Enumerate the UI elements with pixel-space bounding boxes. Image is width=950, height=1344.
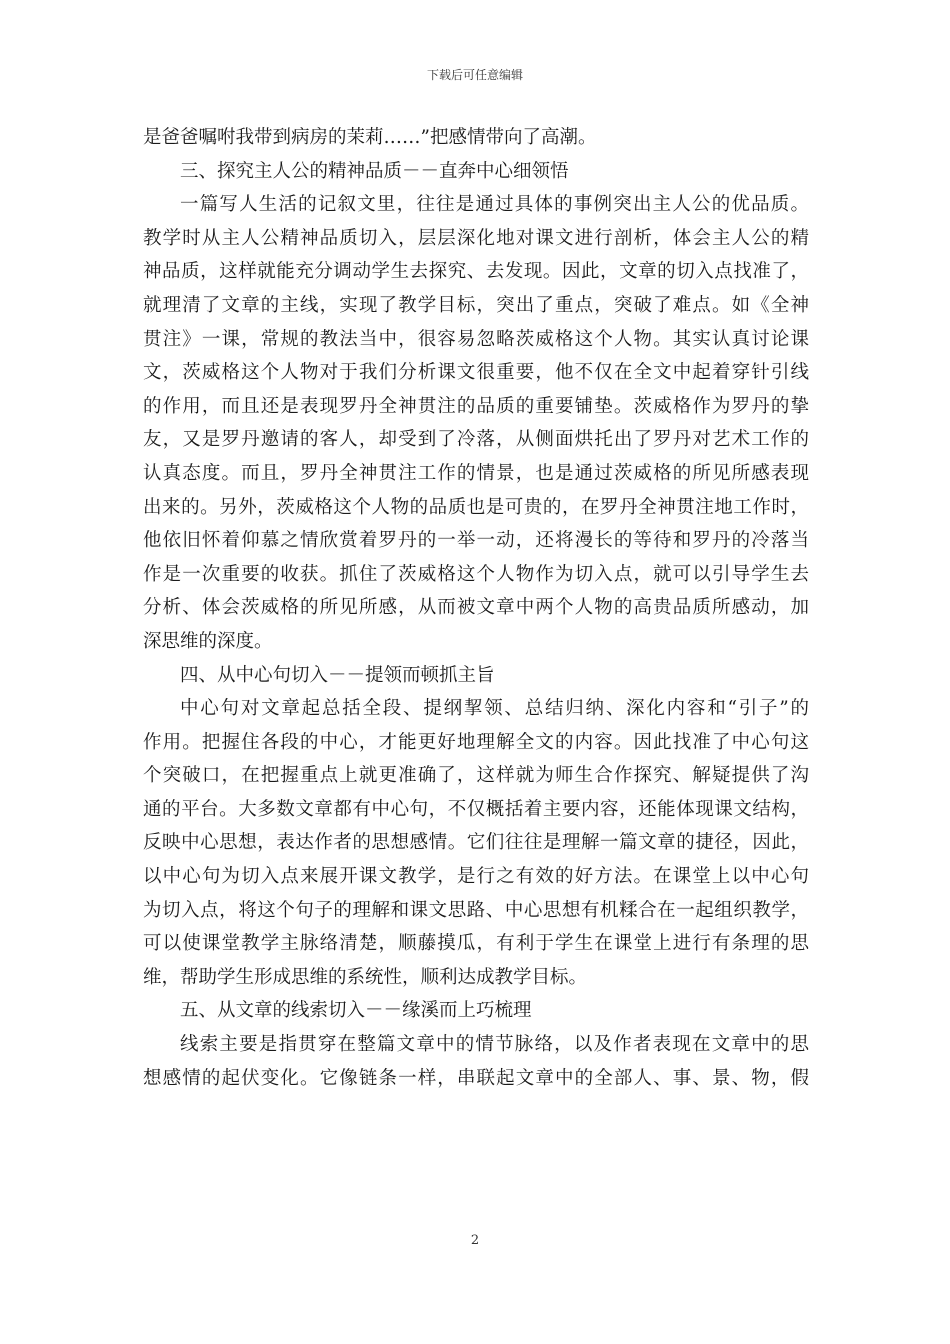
text-line: 五、从文章的线索切入－－缘溪而上巧梳理 bbox=[180, 1000, 532, 1022]
text-line: 反映中心思想，表达作者的思想感情。它们往往是理解一篇文章的捷径，因此， bbox=[143, 832, 809, 854]
text-line: 维，帮助学生形成思维的系统性，顺利达成教学目标。 bbox=[143, 966, 588, 988]
text-line: 为切入点，将这个句子的理解和课文思路、中心思想有机糅合在一起组织教学， bbox=[143, 899, 809, 921]
text-line: 想感情的起伏变化。它像链条一样，串联起文章中的全部人、事、景、物，假 bbox=[143, 1067, 809, 1089]
text-line: 的作用，而且还是表现罗丹全神贯注的品质的重要铺垫。茨威格作为罗丹的挚 bbox=[143, 395, 809, 417]
text-line: 贯注》一课，常规的教法当中，很容易忽略茨威格这个人物。其实认真讨论课 bbox=[143, 328, 809, 350]
document-body bbox=[143, 126, 809, 1100]
text-line: 作用。把握住各段的中心，才能更好地理解全文的内容。因此找准了中心句这 bbox=[143, 731, 809, 753]
text-line: 可以使课堂教学主脉络清楚，顺藤摸瓜，有利于学生在课堂上进行有条理的思 bbox=[143, 933, 809, 955]
text-line: 教学时从主人公精神品质切入，层层深化地对课文进行剖析，体会主人公的精 bbox=[143, 227, 809, 249]
page-header: 下载后可任意编辑 bbox=[426, 68, 523, 82]
text-line: 线索主要是指贯穿在整篇文章中的情节脉络，以及作者表现在文章中的思 bbox=[180, 1034, 809, 1056]
page-number: 2 bbox=[470, 1233, 480, 1248]
text-line: 分析、体会茨威格的所见所感，从而被文章中两个人物的高贵品质所感动，加 bbox=[143, 597, 809, 619]
text-line: 一篇写人生活的记叙文里，往往是通过具体的事例突出主人公的优品质。 bbox=[180, 194, 809, 216]
text-line: 友，又是罗丹邀请的客人，却受到了冷落，从侧面烘托出了罗丹对艺术工作的 bbox=[143, 429, 809, 451]
text-line: 他依旧怀着仰慕之情欣赏着罗丹的一举一动，还将漫长的等待和罗丹的冷落当 bbox=[143, 530, 809, 552]
text-line: 中心句对文章起总括全段、提纲挈领、总结归纳、深化内容和“引子”的 bbox=[180, 698, 809, 720]
text-line: 三、探究主人公的精神品质－－直奔中心细领悟 bbox=[180, 160, 569, 182]
text-line: 作是一次重要的收获。抓住了茨威格这个人物作为切入点，就可以引导学生去 bbox=[143, 563, 809, 585]
text-line: 是爸爸嘱咐我带到病房的茉莉……”把感情带向了高潮。 bbox=[143, 127, 597, 148]
text-line: 通的平台。大多数文章都有中心句，不仅概括着主要内容，还能体现课文结构， bbox=[143, 798, 809, 820]
text-line: 认真态度。而且，罗丹全神贯注工作的情景，也是通过茨威格的所见所感表现 bbox=[143, 462, 809, 484]
text-line: 以中心句为切入点来展开课文教学，是行之有效的好方法。在课堂上以中心句 bbox=[143, 866, 809, 888]
text-line: 深思维的深度。 bbox=[143, 630, 273, 652]
text-line: 就理清了文章的主线，实现了教学目标，突出了重点，突破了难点。如《全神 bbox=[143, 294, 809, 316]
text-line: 神品质，这样就能充分调动学生去探究、去发现。因此，文章的切入点找准了， bbox=[143, 261, 809, 283]
text-line: 出来的。另外，茨威格这个人物的品质也是可贵的，在罗丹全神贯注地工作时， bbox=[143, 496, 809, 518]
text-line: 文，茨威格这个人物对于我们分析课文很重要，他不仅在全文中起着穿针引线 bbox=[143, 362, 809, 384]
text-line: 四、从中心句切入－－提领而顿抓主旨 bbox=[180, 664, 495, 686]
text-line: 个突破口，在把握重点上就更准确了，这样就为师生合作探究、解疑提供了沟 bbox=[143, 765, 809, 787]
